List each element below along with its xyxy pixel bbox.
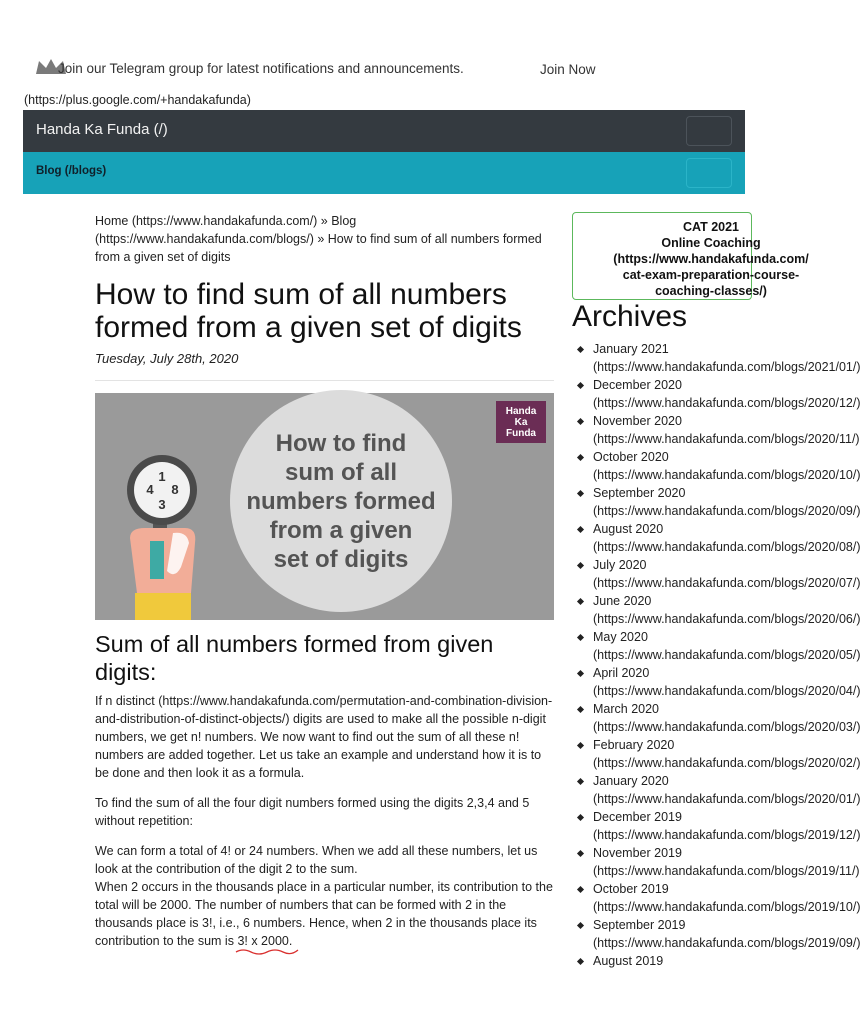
archive-month[interactable]: December 2019	[593, 810, 682, 824]
cat-line-2: Online Coaching	[661, 236, 761, 250]
hero-line-3: numbers formed	[246, 488, 436, 515]
archive-month[interactable]: May 2020	[593, 630, 648, 644]
lens-digit-2: 4	[146, 482, 154, 497]
highlighted-formula	[237, 934, 292, 948]
archive-month[interactable]: December 2020	[593, 378, 682, 392]
archive-url[interactable]: (https://www.handakafunda.com/blogs/2019/12/)	[593, 828, 861, 842]
archive-month[interactable]: November 2019	[593, 846, 682, 860]
lens-digit-1: 1	[158, 469, 166, 484]
archive-url[interactable]: (https://www.handakafunda.com/blogs/2020/01/)	[593, 792, 861, 806]
post-date: Tuesday, July 28th, 2020	[95, 351, 239, 366]
logo-line-1: Handa	[505, 406, 537, 417]
breadcrumb[interactable]: Home (https://www.handakafunda.com/) » Blog (https://www.handakafunda.com/blogs/) » How to find sum of all numbers formed from a given set of digits	[95, 214, 542, 264]
cat-line-5: coaching-classes/)	[655, 284, 767, 298]
archive-month[interactable]: October 2019	[593, 882, 669, 896]
archive-item[interactable]	[572, 808, 861, 844]
archive-url[interactable]: (https://www.handakafunda.com/blogs/2020/04/)	[593, 684, 861, 698]
secondary-navbar	[23, 152, 745, 194]
archive-url[interactable]: (https://www.handakafunda.com/blogs/2020/12/)	[593, 396, 861, 410]
archive-month[interactable]: August 2019	[593, 954, 664, 968]
archive-month[interactable]: November 2020	[593, 414, 682, 428]
cat-line-3: (https://www.handakafunda.com/	[613, 252, 809, 266]
archive-item[interactable]	[572, 484, 861, 520]
red-underline-squiggle	[235, 947, 299, 955]
paragraph-contribution-a: We can form a total of 4! or 24 numbers. When we add all these numbers, let us look at the contribution of the digit 2 to the sum.	[95, 844, 538, 876]
archive-item[interactable]	[572, 880, 861, 916]
archive-url[interactable]: (https://www.handakafunda.com/blogs/2019/11/)	[593, 864, 860, 878]
section-heading: Sum of all numbers formed from given digits:	[95, 631, 494, 685]
paragraph-intro: If n distinct (https://www.handakafunda.com/permutation-and-combination-division-and-distribution-of-distinct-objects/) digits are used to make all the possible n-digit numbers, we get n! numbers. We now want to find out the sum of all these n! numbers are added together. Let us take an example and understand how it is to be done and then look it as a formula.	[95, 694, 553, 780]
archive-month[interactable]: January 2020	[593, 774, 669, 788]
archive-url[interactable]: (https://www.handakafunda.com/blogs/2020/06/)	[593, 612, 861, 626]
archive-url[interactable]: (https://www.handakafunda.com/blogs/2019/10/)	[593, 900, 861, 914]
archive-item[interactable]	[572, 412, 860, 448]
archive-item[interactable]	[572, 844, 860, 880]
cat-line-1: CAT 2021	[682, 220, 740, 234]
archive-month[interactable]: August 2020	[593, 522, 664, 536]
archive-item[interactable]	[572, 952, 745, 988]
navbar-toggle-button[interactable]	[686, 116, 732, 146]
archives-heading: Archives	[572, 300, 688, 333]
archive-item[interactable]	[572, 628, 861, 664]
brand-link[interactable]: Handa Ka Funda (/)	[36, 121, 168, 138]
archive-url[interactable]: (https://www.handakafunda.com/blogs/2019/09/)	[593, 936, 861, 950]
page-title: How to find sum of all numbers formed from a given set of digits	[95, 278, 522, 344]
google-plus-link[interactable]: (https://plus.google.com/+handakafunda)	[24, 93, 251, 107]
archive-month[interactable]: April 2020	[593, 666, 650, 680]
archive-item[interactable]	[572, 556, 861, 592]
hero-line-2: sum of all	[284, 459, 398, 486]
archive-url[interactable]: (https://www.handakafunda.com/blogs/2020/03/)	[593, 720, 861, 734]
archive-month[interactable]: March 2020	[593, 702, 660, 716]
secondary-toggle-button[interactable]	[686, 158, 732, 188]
archive-item[interactable]	[572, 448, 861, 484]
telegram-banner-text: Join our Telegram group for latest notifications and announcements.	[58, 61, 464, 76]
divider	[95, 380, 554, 381]
archive-month[interactable]: September 2019	[593, 918, 686, 932]
cat-coaching-box[interactable]	[572, 212, 809, 300]
archive-url[interactable]: (https://www.handakafunda.com/blogs/2021/01/)	[593, 360, 861, 374]
archive-month[interactable]: September 2020	[593, 486, 686, 500]
nav-blog-link[interactable]: Blog (/blogs)	[36, 165, 107, 177]
archive-item[interactable]	[572, 916, 861, 952]
archive-url[interactable]: (https://www.handakafunda.com/blogs/2020/10/)	[593, 468, 861, 482]
magnifier-icon	[127, 455, 197, 620]
join-now-link[interactable]: Join Now	[540, 62, 596, 77]
hero-line-4: from a given	[269, 517, 413, 544]
main-navbar	[23, 110, 745, 152]
cat-coaching-text[interactable]	[573, 219, 849, 299]
archive-month[interactable]: July 2020	[593, 558, 647, 572]
lens-digit-4: 3	[158, 497, 166, 512]
lens-digit-3: 8	[171, 482, 179, 497]
archive-url[interactable]: (https://www.handakafunda.com/blogs/2020/02/)	[593, 756, 861, 770]
archive-item[interactable]	[572, 376, 861, 412]
archive-url[interactable]: (https://www.handakafunda.com/blogs/2020/11/)	[593, 432, 860, 446]
paragraph-contribution-b: When 2 occurs in the thousands place in a particular number, its contribution to the total will be 2000. The number of numbers that can be formed with 2 in the thousands place is 3!, i.e., 6 numbers. Hence, when 2 in the thousands place its contribution to the sum is	[95, 880, 553, 948]
archive-item[interactable]	[572, 772, 861, 808]
archive-item[interactable]	[572, 340, 861, 376]
hero-image	[95, 393, 554, 620]
archive-url[interactable]: (https://www.handakafunda.com/blogs/2020/07/)	[593, 576, 861, 590]
archive-month[interactable]: February 2020	[593, 738, 675, 752]
logo-line-3: Funda	[506, 428, 536, 439]
archive-month[interactable]: January 2021	[593, 342, 669, 356]
archive-url[interactable]: (https://www.handakafunda.com/blogs/2020/05/)	[593, 648, 861, 662]
archive-month[interactable]: June 2020	[593, 594, 652, 608]
paragraph-contribution	[95, 842, 557, 950]
archive-item[interactable]	[572, 592, 861, 628]
formula-text: 3! x 2000.	[237, 934, 293, 948]
paragraph-example: To find the sum of all the four digit numbers formed using the digits 2,3,4 and 5 without repetition:	[95, 796, 530, 828]
logo-line-2: Ka	[514, 417, 528, 428]
archive-item[interactable]	[572, 736, 861, 772]
archive-url[interactable]: (https://www.handakafunda.com/blogs/2020/08/)	[593, 540, 861, 554]
hero-line-5: set of digits	[273, 546, 409, 573]
archive-month[interactable]: October 2020	[593, 450, 669, 464]
archive-url[interactable]: (https://www.handakafunda.com/blogs/2020/09/)	[593, 504, 861, 518]
archives-list	[572, 340, 861, 988]
hero-line-1: How to find	[275, 430, 407, 457]
archive-item[interactable]	[572, 664, 861, 700]
handa-ka-funda-logo	[496, 401, 546, 443]
archive-item[interactable]	[572, 700, 861, 736]
cat-line-4: cat-exam-preparation-course-	[622, 268, 800, 282]
archive-item[interactable]	[572, 520, 861, 556]
